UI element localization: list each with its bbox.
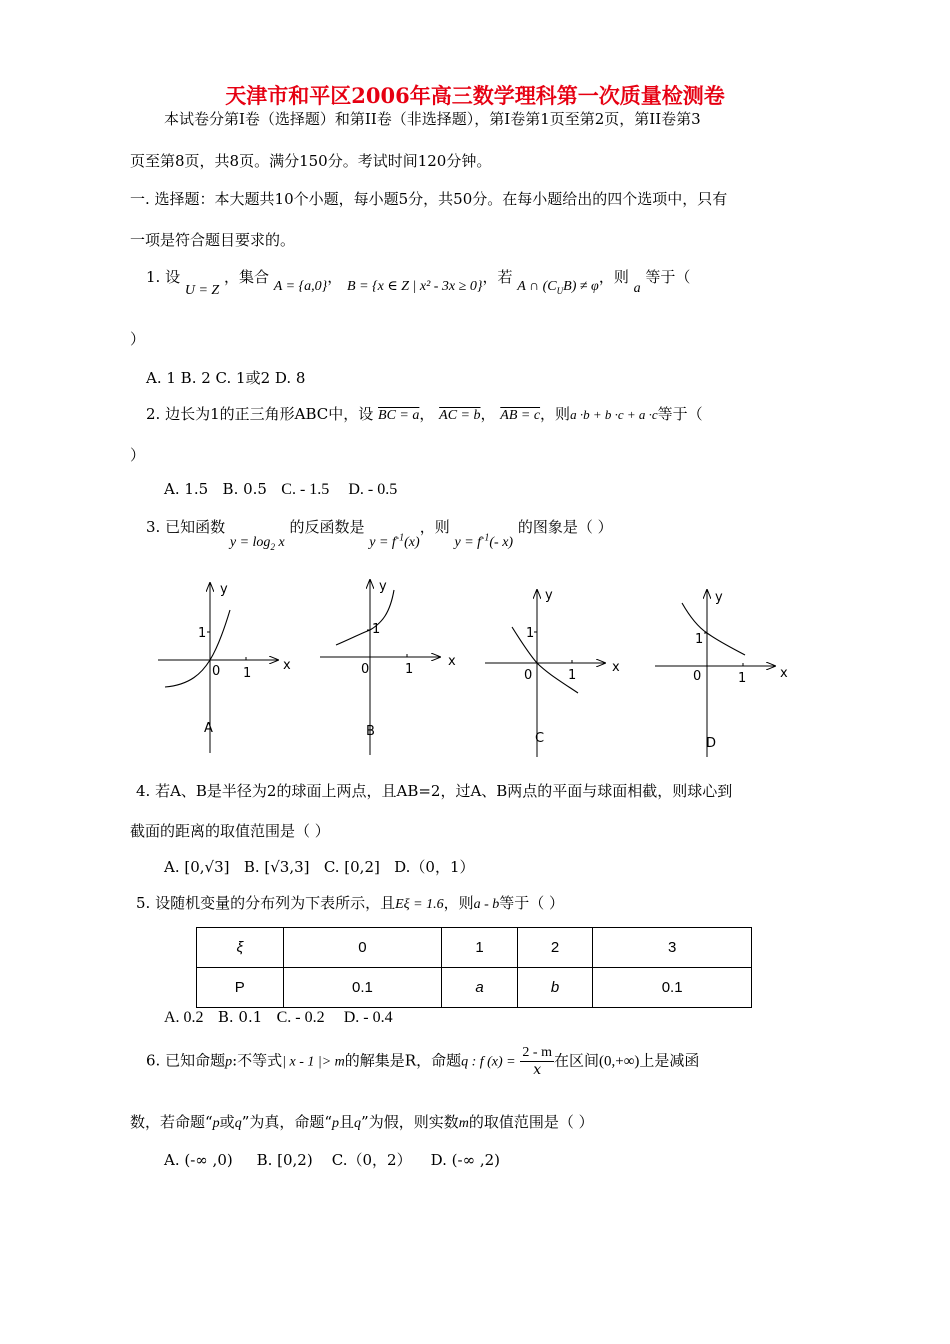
q1-math-sub: U	[556, 285, 564, 296]
graph-a	[158, 582, 291, 753]
q3-math-inv2: y = f	[454, 535, 482, 550]
question-3	[146, 516, 613, 552]
q4-option-c: C. [0,2]	[323, 858, 380, 876]
table-cell: 0	[283, 928, 442, 968]
q6-math-p: p	[225, 1054, 233, 1070]
table-cell: 0.1	[593, 968, 752, 1008]
q1-text-4: ，则	[598, 268, 629, 286]
question-1	[146, 266, 691, 298]
graph-a-zero: 0	[212, 664, 221, 679]
question-6	[146, 1045, 699, 1078]
q5-text-2: 等于（ ）	[499, 894, 565, 912]
graph-a-y-label: y	[220, 582, 228, 597]
q2-text-2: 等于（	[657, 405, 703, 423]
q3-math-log-x: x	[274, 535, 285, 550]
q6-option-c: C.（0，2）	[331, 1151, 412, 1169]
q6-l2-e: ”为假，则实数	[361, 1113, 459, 1131]
q3-math-inv-b: (x)	[404, 535, 420, 550]
q6-options	[164, 1149, 500, 1170]
distribution-table	[196, 927, 752, 1008]
question-2: 2. 边长为1的正三角形ABC中，设 BC = a， AC = b， AB = c，则a ·b + b ·c + a ·c等于（	[146, 405, 703, 423]
q5-math-ab: a - b	[473, 897, 500, 912]
q3-math-inv: y = f	[369, 535, 396, 550]
table-row	[197, 928, 752, 968]
graph-d-one-y: 1	[695, 632, 704, 647]
table-cell: 0.1	[283, 968, 442, 1008]
q4-option-d: D.（0，1）	[394, 858, 475, 876]
table-cell: a	[442, 968, 517, 1008]
q1-text-1: ，集合	[224, 268, 270, 286]
graph-c-one-x: 1	[568, 668, 577, 683]
q5-option-c: C. - 0.2	[276, 1009, 325, 1026]
q6-l2-c: ”为真，命题“	[241, 1113, 333, 1131]
graph-c-y-label: y	[545, 588, 553, 603]
graph-b	[320, 579, 456, 755]
section-line-1: 一. 选择题：本大题共10个小题，每小题5分，共50分。在每小题给出的四个选项中，只有	[130, 190, 728, 208]
q6-l2-m: m	[458, 1116, 469, 1131]
q5-math-e: Eξ = 1.6	[395, 897, 444, 912]
graph-d-zero: 0	[693, 669, 702, 684]
q5-option-d: D. - 0.4	[343, 1009, 393, 1026]
q3-math-inv2-sup: -1	[481, 532, 490, 544]
q5-option-a: A. 0.2	[164, 1009, 204, 1026]
q4-line-2: 截面的距离的取值范围是（ ）	[130, 822, 330, 840]
graph-d-letter: D	[706, 736, 717, 751]
table-cell: b	[517, 968, 592, 1008]
graph-b-zero: 0	[361, 662, 370, 677]
q3-math-inv2-b: (- x)	[489, 535, 514, 550]
q2-options	[164, 480, 397, 499]
q6-text-1: :不等式	[232, 1051, 283, 1070]
graph-b-one-x: 1	[405, 662, 414, 677]
table-cell: 1	[442, 928, 517, 968]
q6-math-interval: (0,+∞)	[599, 1053, 640, 1070]
q1-options: A. 1 B. 2 C. 1或2 D. 8	[146, 369, 306, 387]
q6-math-q: q : f (x) =	[461, 1054, 516, 1070]
q6-text-3: 在区间	[553, 1051, 599, 1070]
table-cell: 3	[593, 928, 752, 968]
q4-option-b: B. [√3,3]	[243, 858, 310, 876]
q6-l2-q: q	[234, 1116, 242, 1131]
graph-d-x-label: x	[780, 666, 788, 681]
q3-math-log-base: 2	[270, 541, 275, 552]
graph-b-letter: B	[366, 724, 375, 739]
graph-c	[485, 588, 620, 757]
graph-a-one-y: 1	[198, 626, 207, 641]
intro-line-2: 页至第8页，共8页。满分150分。考试时间120分钟。	[130, 152, 492, 170]
q1-math-b: B = {x ∈ Z | x² - 3x ≥ 0}	[347, 279, 483, 294]
q2-option-d: D. - 0.5	[348, 481, 398, 498]
q3-graphs	[150, 575, 800, 760]
q2-math-ab: AB = c	[500, 408, 541, 423]
q3-text-1: 的反函数是	[289, 518, 365, 536]
q2-math-expr: a ·b + b ·c + a ·c	[570, 407, 658, 422]
q6-math-abs: | x - 1 |> m	[282, 1054, 345, 1070]
q5-option-b: B. 0.1	[217, 1008, 263, 1026]
q3-text-2: ，则	[419, 518, 450, 536]
q1-prefix: 1. 设	[146, 268, 181, 286]
page-title: 天津市和平区2006年高三数学理科第一次质量检测卷	[225, 83, 725, 108]
q1-math-u: U = Z	[184, 283, 220, 298]
q6-text-2: 的解集是R，命题	[344, 1051, 462, 1070]
graph-a-one-x: 1	[243, 666, 252, 681]
q2-prefix: 2. 边长为1的正三角形ABC中，设	[146, 405, 374, 423]
q6-option-a: A. (-∞ ,0)	[164, 1151, 233, 1169]
q1-math-avar: a	[633, 281, 641, 296]
question-5	[136, 892, 564, 913]
q6-l2-a: 数，若命题“	[130, 1113, 213, 1131]
graph-c-zero: 0	[524, 668, 533, 683]
graph-b-y-label: y	[379, 579, 387, 594]
q6-fraction	[520, 1045, 554, 1078]
q1-math-a: A = {a,0}	[273, 279, 328, 294]
q6-l2-b: 或	[219, 1113, 235, 1131]
graph-c-letter: C	[535, 731, 545, 746]
q1-text-2: ，	[327, 268, 343, 286]
graph-d-y-label: y	[715, 590, 723, 605]
q4-options	[164, 856, 475, 877]
q1-text-5: 等于（	[645, 268, 691, 286]
q2-math-bc: BC = a	[378, 408, 420, 423]
graph-d-one-x: 1	[738, 671, 747, 686]
q3-text-3: 的图象是（ ）	[517, 518, 613, 536]
section-line-2: 一项是符合题目要求的。	[130, 231, 296, 249]
q6-prefix: 6. 已知命题	[146, 1051, 226, 1070]
q5-options	[164, 1008, 393, 1027]
q2-option-a: A. 1.5	[164, 480, 209, 498]
q2-option-b: B. 0.5	[222, 480, 267, 498]
graph-a-letter: A	[204, 721, 213, 736]
graph-c-x-label: x	[612, 660, 620, 675]
table-cell: P	[197, 968, 284, 1008]
intro-line-1: 本试卷分第I卷（选择题）和第II卷（非选择题），第I卷第1页至第2页，第II卷第3	[164, 110, 701, 128]
graph-d	[655, 590, 788, 757]
table-row	[197, 968, 752, 1008]
q6-l2-q2: q	[354, 1116, 362, 1131]
q1-math-inter-b: B) ≠ φ	[563, 279, 599, 294]
q6-fraction-denominator: x	[533, 1062, 542, 1078]
q1-text-3: ，若	[482, 268, 513, 286]
q2-math-ac: AC = b	[439, 408, 481, 423]
table-cell: ξ	[197, 928, 284, 968]
q4-option-a: A. [0,√3]	[164, 858, 230, 876]
graph-a-x-label: x	[283, 658, 291, 673]
q6-l2-p2: p	[332, 1116, 340, 1131]
graph-c-one-y: 1	[526, 626, 535, 641]
q6-text-4: 上是减函	[639, 1051, 700, 1070]
q6-fraction-numerator: 2 - m	[522, 1045, 552, 1060]
q1-close: ）	[130, 330, 146, 348]
q3-prefix: 3. 已知函数	[146, 518, 226, 536]
q6-l2-d: 且	[339, 1113, 355, 1131]
q3-math-log: y = log	[229, 535, 271, 550]
graph-b-x-label: x	[448, 654, 456, 669]
q6-l2-p: p	[212, 1116, 220, 1131]
q6-l2-f: 的取值范围是（ ）	[468, 1113, 594, 1131]
q6-option-d: D. (-∞ ,2)	[430, 1151, 501, 1169]
q4-line-1: 4. 若A、B是半径为2的球面上两点，且AB=2，过A、B两点的平面与球面相截，则球心到	[136, 782, 733, 800]
q3-math-inv-sup: -1	[395, 532, 405, 544]
q2-option-c: C. - 1.5	[281, 481, 330, 498]
q2-close: ）	[130, 446, 146, 464]
q5-text-1: ，则	[443, 894, 474, 912]
q5-prefix: 5. 设随机变量的分布列为下表所示，且	[136, 894, 396, 912]
q6-line-2	[130, 1111, 594, 1132]
q6-option-b: B. [0,2)	[256, 1151, 313, 1169]
graph-b-one-y: 1	[372, 622, 381, 637]
q2-text-1: ，则	[540, 405, 571, 423]
q1-math-inter: A ∩ (C	[517, 279, 557, 294]
table-cell: 2	[517, 928, 592, 968]
